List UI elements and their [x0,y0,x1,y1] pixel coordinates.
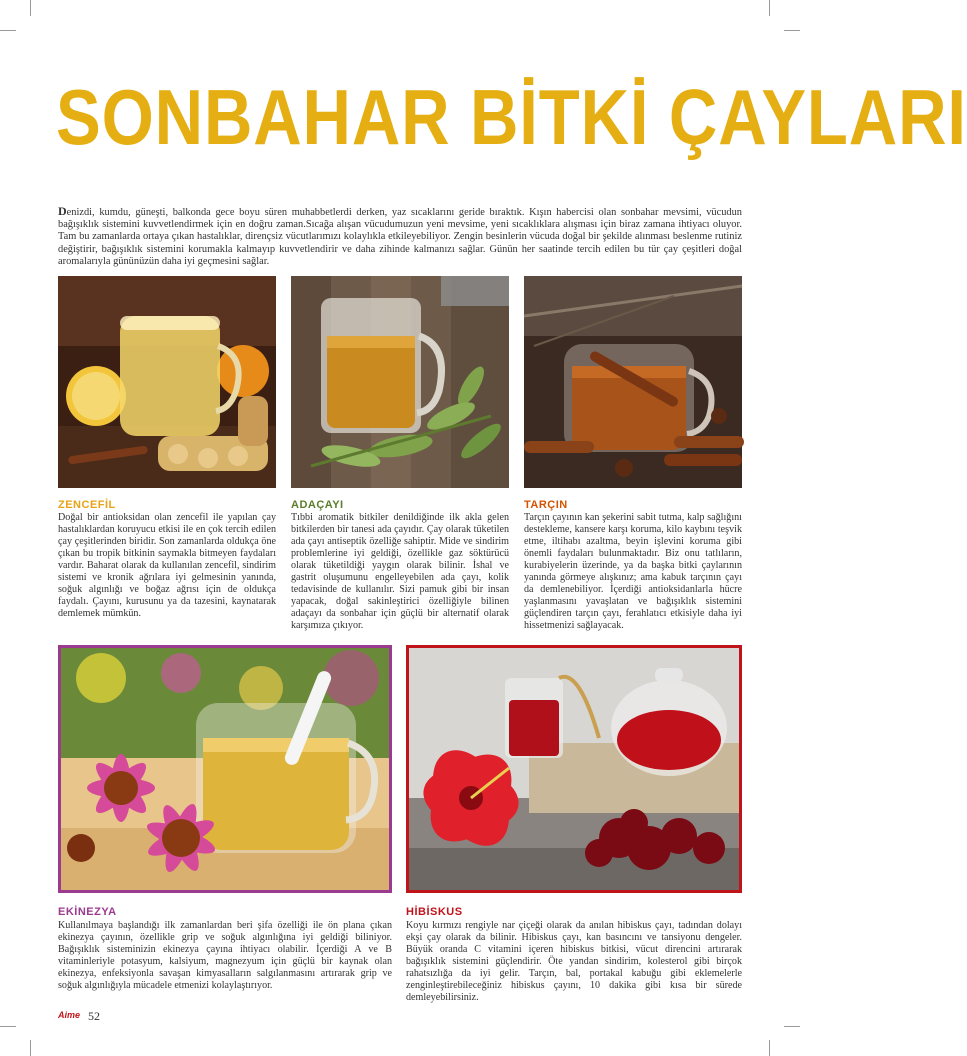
crop-mark [0,1026,16,1027]
ekinezya-heading: EKİNEZYA [58,906,117,918]
crop-mark [769,0,770,16]
adacayi-heading: ADAÇAYI [291,499,344,511]
intro-text: enizdi, kumdu, güneşti, balkonda gece boyu süren muhabbetlerdi derken, yaz sıcaklarını geride bıraktık. Kışın habercisi olan sonbahar mevsimi, vücudun bağışıklık sistemini kuvvetlendirmek için en doğru zaman.Sıcağa alışan vücudumuzun yeni mevsime, yeni sıcaklıklara alışması için biraz zamana ihtiyacı oluyor. Tam bu zamanlarda ortaya çıkan hastalıklar, dirençsiz vücutlarımızı kolaylıkla etkileyebiliyor. Zengin besinlerin vücuda doğal bir şekilde alınması beslenme rutiniz değiştirir, bağışıklık sistemini korumakla kalmayıp kuvvetlendirir ve daha zihinde kalmanızı sağlar. Günün her saatinde tercih edilen bu tür çay çeşitleri doğal aromalarıyla gününüzün daha iyi geçmesini sağlar. [58,207,742,267]
crop-mark [784,30,800,31]
cinnamon-tea-photo [524,276,742,488]
magazine-logo: Aime [58,1010,81,1020]
page-title: SONBAHAR BİTKİ ÇAYLARI [56,73,967,161]
sage-tea-photo [291,276,509,488]
crop-mark [30,1040,31,1056]
tarcin-heading: TARÇIN [524,499,568,511]
crop-mark [0,30,16,31]
hibiskus-text: Koyu kırmızı rengiyle nar çiçeği olarak da anılan hibiskus çayı, tadından dolayı ekşi çay olarak da bilinir. Hibiskus çayı, kan basıncını ve tansiyonu dengeler. Büyük oranda C vitamini içeren hibiskus bitkisi, vücut direncini artırarak bağışıklık sistemini güçlendirir. Öte yandan sindirim, kolesterol gibi birçok rahatsızlığa da iyi gelir. Tarçın, bal, portakal kabuğu gibi eklemelerle zenginleştirebileceğiniz hibiskus çayını, 10 dakika gibi kısa bir sürede demleyebilirsiniz. [406,920,742,1003]
crop-mark [784,1026,800,1027]
crop-mark [769,1040,770,1056]
ekinezya-text: Kullanılmaya başlandığı ilk zamanlardan beri şifa özelliği ile ön plana çıkan ekinezya çayının, özellikle grip ve soğuk algınlığına iyi geldiği biliniyor. Bağışıklık sisteminizin ekinezya çayına ihtiyacı olabilir. İçerdiği A ve B vitaminleriyle potasyum, kalsiyum, magnezyum için güçlü bir kaynak olan ekinezya, enfeksiyonla savaşan kimyasalların salgılanmasını artırarak grip ve soğuk algınlığıyla mücadele etmenizi kolaylaştırıyor. [58,920,392,991]
zencefil-heading: ZENCEFİL [58,499,116,511]
hibiskus-heading: HİBİSKUS [406,906,463,918]
intro-paragraph [58,205,742,268]
adacayi-text: Tıbbi aromatik bitkiler denildiğinde ilk akla gelen bitkilerden bir tanesi ada çayıdır. Çay olarak tüketilen ada çayı antiseptik özelliğe sahiptir. Mide ve sindirim problemlerine iyi geldiği, özellikle gaz söktürücü olarak tüketildiği yaygın olarak bilinir. İshal ve gastrit oluşumunu engelleyebilen ada çayı, kolik tedavisinde de kullanılır. Sizi pamuk gibi bir insan yapacak, doğal sakinleştirici özelliğiyle bilinen adaçayı da sonbahar için güçlü bir alternatif olarak karşımıza çıkıyor. [291,512,509,631]
intro-dropcap: D [58,204,67,218]
ginger-tea-photo [58,276,276,488]
page-number: 52 [88,1009,100,1023]
echinacea-tea-photo [58,645,392,893]
tarcin-text: Tarçın çayının kan şekerini sabit tutma, kalp sağlığını destekleme, kansere karşı koruma, kilo kaybını teşvik etme, iltihabı azaltma, beyin işlevini koruma gibi önemli faydaları bulunmaktadır. Biz onu tatlıların, kurabiyelerin üzerinde, ya da başka bitki çaylarının yanında görmeye alışkınız; ama kabuk tarçının çayı da demlenebiliyor. İçerdiği antioksidanlarla hücre yaşlanmasını yavaşlatan ve bağışıklık sistemini güçlendiren tarçın çayı, ferahlatıcı etkisiyle daha iyi hissetmenizi sağlayacak. [524,512,742,631]
hibiscus-tea-photo [406,645,742,893]
zencefil-text: Doğal bir antioksidan olan zencefil ile yapılan çay hastalıklardan koruyucu etkisi ile en çok tercih edilen çay çeşitlerinden biridir. Son zamanlarda oldukça öne çıkan bu tropik bitkinin saymakla bitmeyen faydaları vardır. Baharat olarak da kullanılan zencefil, sindirim sistemi ve kronik ağrılara iyi gelmesinin yanında, soğuk algınlığı ve boğaz ağrısı için de oldukça faydalı. Çayını, kurusunu ya da tazesini, kaynatarak demlemek mümkün. [58,512,276,619]
crop-mark [30,0,31,16]
